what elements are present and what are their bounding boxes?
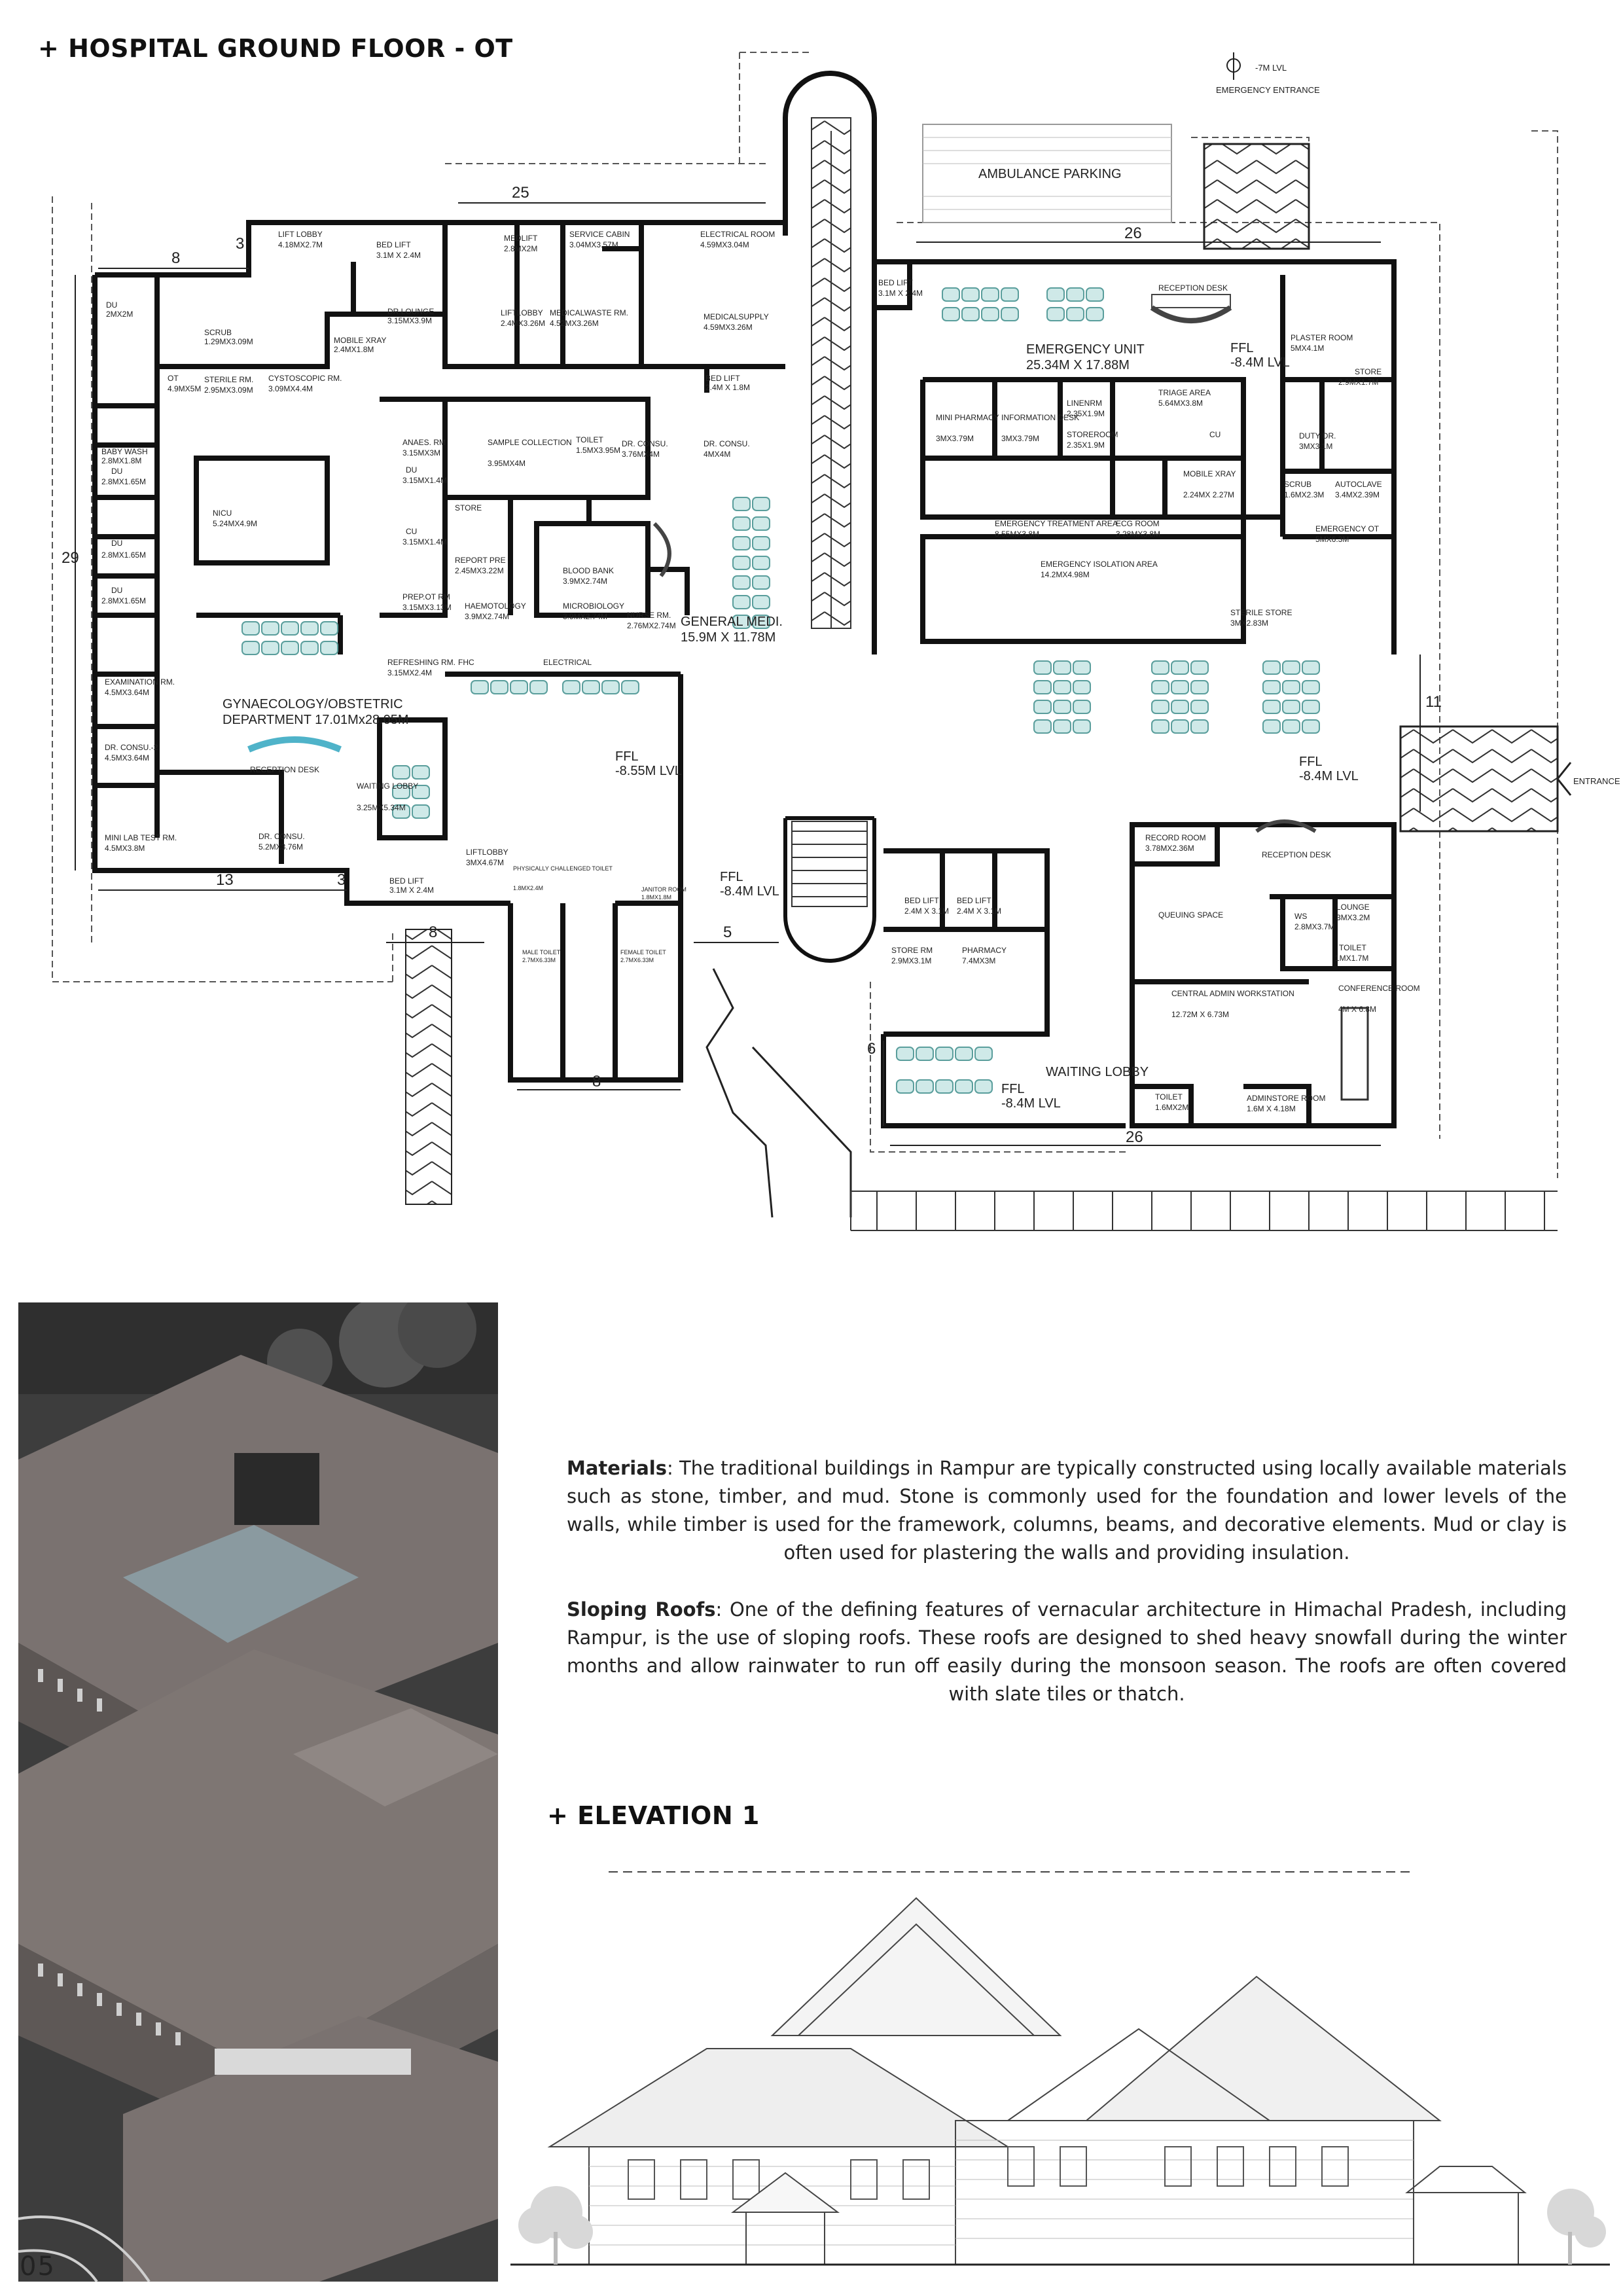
svg-text:3.9MX2.74M: 3.9MX2.74M xyxy=(465,612,510,621)
svg-text:15.9M X 11.78M: 15.9M X 11.78M xyxy=(681,630,776,645)
svg-text:DU: DU xyxy=(106,300,118,310)
svg-text:8.55MX3.8M: 8.55MX3.8M xyxy=(995,529,1040,539)
svg-text:PLASTER ROOM: PLASTER ROOM xyxy=(1291,333,1353,342)
svg-text:REFRESHING RM.: REFRESHING RM. xyxy=(387,658,456,667)
svg-text:2.95MX3.09M: 2.95MX3.09M xyxy=(204,386,253,395)
svg-text:DU: DU xyxy=(111,539,123,548)
svg-text:1.5MX3.95M: 1.5MX3.95M xyxy=(576,446,621,455)
svg-text:1.6MX2M: 1.6MX2M xyxy=(1155,1103,1189,1112)
aerial-render xyxy=(18,1302,498,2282)
svg-text:WS: WS xyxy=(1294,912,1308,921)
svg-text:25.34M X 17.88M: 25.34M X 17.88M xyxy=(1026,358,1130,372)
svg-text:SAMPLE COLLECTION: SAMPLE COLLECTION xyxy=(488,438,572,447)
ambulance-label: AMBULANCE PARKING xyxy=(978,167,1122,181)
svg-text:BABY WASH: BABY WASH xyxy=(101,447,148,456)
svg-text:AUTOCLAVE: AUTOCLAVE xyxy=(1335,480,1382,489)
svg-text:3MX3.2M: 3MX3.2M xyxy=(1336,913,1370,922)
svg-text:3.28MX3.8M: 3.28MX3.8M xyxy=(1116,529,1161,539)
svg-text:2.9MX3.1M: 2.9MX3.1M xyxy=(891,956,932,965)
svg-text:-8.4M LVL: -8.4M LVL xyxy=(1230,355,1290,370)
svg-text:NURSE RM.: NURSE RM. xyxy=(627,611,671,620)
svg-text:3.15MX3.13M: 3.15MX3.13M xyxy=(402,603,452,612)
svg-text:4.59MX3.26M: 4.59MX3.26M xyxy=(704,323,753,332)
svg-text:3.95MX4M: 3.95MX4M xyxy=(488,459,526,468)
svg-text:3MX4.67M: 3MX4.67M xyxy=(466,858,505,867)
svg-text:3.25MX5.34M: 3.25MX5.34M xyxy=(357,803,406,812)
svg-text:3.04MX3.57M: 3.04MX3.57M xyxy=(569,240,618,249)
svg-text:3.9MX2.74M: 3.9MX2.74M xyxy=(563,612,608,621)
plan-title: + HOSPITAL GROUND FLOOR - OT xyxy=(38,34,513,63)
svg-text:BED LIFT: BED LIFT xyxy=(878,278,913,287)
roofs-body: : One of the defining features of vernacular architecture in Himachal Pradesh, including Rampur, is the use of sloping roofs. These roofs are designed to shed heavy snowfall during the winter months and allow rainwater to run off easily during the monsoon season. The roofs are often covered with slate tiles or thatch. xyxy=(567,1598,1567,1705)
svg-text:5MX6.3M: 5MX6.3M xyxy=(1315,535,1349,544)
svg-text:MINI PHARMACY: MINI PHARMACY xyxy=(936,413,999,422)
svg-text:TOILET: TOILET xyxy=(1339,943,1366,952)
svg-text:4MX4M: 4MX4M xyxy=(704,450,731,459)
svg-text:2.8MX3.7M: 2.8MX3.7M xyxy=(1294,922,1335,931)
svg-text:OT: OT xyxy=(168,374,179,383)
entrance-label: ENTRANCE xyxy=(1573,776,1620,786)
svg-text:MINI LAB TEST RM.: MINI LAB TEST RM. xyxy=(105,833,177,842)
svg-text:STERILE STORE: STERILE STORE xyxy=(1230,608,1293,617)
svg-text:3.1M X 2.4M: 3.1M X 2.4M xyxy=(389,886,435,895)
svg-text:5.24MX4.9M: 5.24MX4.9M xyxy=(213,519,258,528)
svg-text:LOUNGE: LOUNGE xyxy=(1336,903,1370,912)
svg-text:CONFERENCE ROOM: CONFERENCE ROOM xyxy=(1338,984,1420,993)
svg-text:LINENRM: LINENRM xyxy=(1067,399,1103,408)
svg-text:4.18MX2.7M: 4.18MX2.7M xyxy=(278,240,323,249)
dim-6: 6 xyxy=(867,1040,876,1058)
svg-text:GYNAECOLOGY/OBSTETRIC: GYNAECOLOGY/OBSTETRIC xyxy=(223,697,403,711)
svg-text:2.4M X 3.1M: 2.4M X 3.1M xyxy=(904,906,950,916)
svg-text:3.1M X 2.4M: 3.1M X 2.4M xyxy=(878,289,923,298)
svg-text:FHC: FHC xyxy=(458,658,474,667)
svg-text:TRIAGE AREA: TRIAGE AREA xyxy=(1158,388,1211,397)
svg-text:2.9MX1.7M: 2.9MX1.7M xyxy=(1338,378,1379,387)
svg-text:2.7MX6.33M: 2.7MX6.33M xyxy=(620,957,654,963)
svg-text:BED LIFT: BED LIFT xyxy=(705,374,740,383)
svg-text:2.8MX2M: 2.8MX2M xyxy=(504,244,538,253)
svg-text:LIFT LOBBY: LIFT LOBBY xyxy=(278,230,323,239)
dim-8-left: 8 xyxy=(171,249,181,267)
svg-text:BLOOD BANK: BLOOD BANK xyxy=(563,566,615,575)
svg-text:MEDICALWASTE RM.: MEDICALWASTE RM. xyxy=(550,308,629,317)
svg-text:CU: CU xyxy=(1209,430,1221,439)
emergency-ramp xyxy=(1204,144,1309,249)
svg-text:DR. CONSU.: DR. CONSU. xyxy=(704,439,750,448)
svg-text:2.24MX 2.27M: 2.24MX 2.27M xyxy=(1183,490,1235,499)
svg-text:PREP.OT RM: PREP.OT RM xyxy=(402,592,450,601)
dim-5: 5 xyxy=(723,924,732,941)
svg-text:3MX3.79M: 3MX3.79M xyxy=(1001,434,1040,443)
svg-text:ELECTRICAL ROOM: ELECTRICAL ROOM xyxy=(700,230,776,239)
dim-11: 11 xyxy=(1425,693,1442,711)
dim-29: 29 xyxy=(62,549,79,567)
svg-text:3.78MX2.36M: 3.78MX2.36M xyxy=(1145,844,1194,853)
seating-general xyxy=(242,497,770,818)
svg-text:4.9MX5M: 4.9MX5M xyxy=(168,384,202,393)
dim-26-top: 26 xyxy=(1124,224,1142,242)
svg-text:DUTY DR.: DUTY DR. xyxy=(1299,431,1336,440)
svg-text:INFORMATION DESK: INFORMATION DESK xyxy=(1001,413,1080,422)
svg-text:4.5MX3.64M: 4.5MX3.64M xyxy=(105,753,150,762)
svg-text:1.6MX2.3M: 1.6MX2.3M xyxy=(1284,490,1325,499)
svg-text:2.4MX1.8M: 2.4MX1.8M xyxy=(334,345,374,354)
svg-text:GENERAL MEDI.: GENERAL MEDI. xyxy=(681,615,783,629)
svg-text:3.15MX2.4M: 3.15MX2.4M xyxy=(387,668,433,677)
svg-text:2.4M X 1.8M: 2.4M X 1.8M xyxy=(705,383,751,392)
svg-text:3.15MX1.4M: 3.15MX1.4M xyxy=(402,537,448,547)
svg-text:DR. CONSU.: DR. CONSU. xyxy=(259,832,305,841)
materials-body: : The traditional buildings in Rampur are typically constructed using locally available materials such as stone, timber, and mud. Stone is commonly used for the foundation and lower levels of the walls, while timber is used for the framework, columns, beams, and decorative elements. Mud or clay is often used for plastering the walls and providing insulation. xyxy=(567,1457,1567,1564)
svg-text:-8.4M LVL: -8.4M LVL xyxy=(720,884,779,899)
svg-text:RECORD ROOM: RECORD ROOM xyxy=(1145,833,1206,842)
svg-text:5.2MX3.76M: 5.2MX3.76M xyxy=(259,842,304,852)
svg-text:2.7MX6.33M: 2.7MX6.33M xyxy=(522,957,556,963)
svg-text:FFL: FFL xyxy=(1001,1082,1025,1096)
svg-text:MOBILE XRAY: MOBILE XRAY xyxy=(334,336,387,345)
svg-text:STORE RM: STORE RM xyxy=(891,946,933,955)
svg-text:1MX1.7M: 1MX1.7M xyxy=(1335,954,1369,963)
svg-text:SCRUB: SCRUB xyxy=(204,328,232,337)
svg-text:RECEPTION DESK: RECEPTION DESK xyxy=(250,765,320,774)
reception-desk-gyn xyxy=(249,740,340,749)
svg-text:3MX3.79M: 3MX3.79M xyxy=(936,434,974,443)
svg-text:4M X 6.8M: 4M X 6.8M xyxy=(1338,1005,1377,1014)
svg-text:5.64MX3.8M: 5.64MX3.8M xyxy=(1158,399,1204,408)
svg-text:EMERGENCY UNIT: EMERGENCY UNIT xyxy=(1026,342,1145,357)
svg-text:SERVICE CABIN: SERVICE CABIN xyxy=(569,230,630,239)
dim-26-bottom: 26 xyxy=(1126,1128,1143,1146)
svg-text:WAITING LOBBY: WAITING LOBBY xyxy=(1046,1065,1149,1079)
dim-3: 3 xyxy=(236,235,245,253)
svg-text:RECEPTION DESK: RECEPTION DESK xyxy=(1262,850,1332,859)
svg-text:3.9MX2.74M: 3.9MX2.74M xyxy=(563,577,608,586)
svg-text:DU: DU xyxy=(111,467,123,476)
svg-text:LIFTLOBBY: LIFTLOBBY xyxy=(466,848,508,857)
svg-text:JANITOR ROOM: JANITOR ROOM xyxy=(641,886,687,893)
svg-text:PHARMACY: PHARMACY xyxy=(962,946,1007,955)
svg-text:2.76MX2.74M: 2.76MX2.74M xyxy=(627,621,676,630)
description-text xyxy=(567,1454,1567,1737)
svg-text:ELECTRICAL: ELECTRICAL xyxy=(543,658,592,667)
svg-text:SCRUB: SCRUB xyxy=(1284,480,1312,489)
svg-text:2MX2M: 2MX2M xyxy=(106,310,134,319)
svg-text:STORE: STORE xyxy=(1355,367,1382,376)
svg-text:FFL: FFL xyxy=(1230,341,1254,355)
svg-text:1.8MX2.4M: 1.8MX2.4M xyxy=(513,885,544,891)
svg-text:EMERGENCY TREATMENT AREA: EMERGENCY TREATMENT AREA xyxy=(995,519,1118,528)
elevation-drawing xyxy=(510,1846,1610,2291)
svg-text:BED LIFT: BED LIFT xyxy=(389,876,424,886)
svg-text:DU: DU xyxy=(406,465,418,475)
seating-waiting xyxy=(897,1047,992,1093)
svg-text:DR. CONSU.: DR. CONSU. xyxy=(622,439,668,448)
svg-text:3.1M X 2.4M: 3.1M X 2.4M xyxy=(376,251,421,260)
svg-text:12.72M X 6.73M: 12.72M X 6.73M xyxy=(1171,1010,1230,1019)
svg-text:2.35X1.9M: 2.35X1.9M xyxy=(1067,409,1105,418)
svg-text:4.5MX3.8M: 4.5MX3.8M xyxy=(105,844,145,853)
svg-text:RECEPTION DESK: RECEPTION DESK xyxy=(1158,283,1228,293)
svg-text:DR.LOUNGE: DR.LOUNGE xyxy=(387,307,435,316)
svg-text:FFL: FFL xyxy=(720,870,743,884)
svg-text:TOILET: TOILET xyxy=(576,435,603,444)
materials-title: Materials xyxy=(567,1457,667,1479)
svg-text:EMERGENCY OT: EMERGENCY OT xyxy=(1315,524,1380,533)
svg-text:EMERGENCY ISOLATION AREA: EMERGENCY ISOLATION AREA xyxy=(1041,560,1158,569)
svg-text:STOREROOM: STOREROOM xyxy=(1067,430,1118,439)
svg-text:HAEMOTOLOGY: HAEMOTOLOGY xyxy=(465,601,526,611)
svg-text:MOBILE XRAY: MOBILE XRAY xyxy=(1183,469,1236,478)
svg-text:EXAMINATION RM.: EXAMINATION RM. xyxy=(105,677,175,687)
svg-text:2.8MX1.65M: 2.8MX1.65M xyxy=(101,550,147,560)
svg-text:FFL: FFL xyxy=(615,749,639,764)
dim-8-b: 8 xyxy=(429,924,438,941)
svg-text:7.4MX3M: 7.4MX3M xyxy=(962,956,996,965)
svg-text:3.09MX4.4M: 3.09MX4.4M xyxy=(268,384,313,393)
svg-text:3MX3.1M: 3MX3.1M xyxy=(1299,442,1333,451)
svg-text:ANAES. RM: ANAES. RM xyxy=(402,438,446,447)
page-number: 05 xyxy=(20,2251,56,2282)
svg-text:3MX2.83M: 3MX2.83M xyxy=(1230,619,1269,628)
svg-text:1.6M X 4.18M: 1.6M X 4.18M xyxy=(1247,1104,1296,1113)
svg-text:2.45MX3.22M: 2.45MX3.22M xyxy=(455,566,504,575)
elevation-title: + ELEVATION 1 xyxy=(547,1801,760,1830)
svg-text:5MX4.1M: 5MX4.1M xyxy=(1291,344,1325,353)
svg-text:NICU: NICU xyxy=(213,509,232,518)
svg-text:REPORT PRE: REPORT PRE xyxy=(455,556,506,565)
svg-text:MICROBIOLOGY: MICROBIOLOGY xyxy=(563,601,625,611)
svg-text:3.15MX3.9M: 3.15MX3.9M xyxy=(387,316,433,325)
svg-text:-8.4M LVL: -8.4M LVL xyxy=(1001,1096,1061,1111)
svg-text:MEDICALSUPPLY: MEDICALSUPPLY xyxy=(704,312,769,321)
svg-text:DR. CONSU.-2: DR. CONSU.-2 xyxy=(105,743,158,752)
svg-text:ECG ROOM: ECG ROOM xyxy=(1116,519,1160,528)
svg-text:BED LIFT: BED LIFT xyxy=(957,896,991,905)
svg-text:2.35X1.9M: 2.35X1.9M xyxy=(1067,440,1105,450)
svg-text:DU: DU xyxy=(111,586,123,595)
roofs-paragraph xyxy=(567,1596,1567,1708)
svg-text:ADMINSTORE ROOM: ADMINSTORE ROOM xyxy=(1247,1094,1326,1103)
svg-text:STORE: STORE xyxy=(455,503,482,512)
svg-text:2.8MX1.65M: 2.8MX1.65M xyxy=(101,596,147,605)
svg-text:BED LIFT: BED LIFT xyxy=(904,896,939,905)
svg-text:CYSTOSCOPIC RM.: CYSTOSCOPIC RM. xyxy=(268,374,342,383)
svg-text:2.4M X 3.1M: 2.4M X 3.1M xyxy=(957,906,1002,916)
roofs-title: Sloping Roofs xyxy=(567,1598,716,1621)
svg-text:2.8MX1.65M: 2.8MX1.65M xyxy=(101,477,147,486)
svg-text:2.8MX1.8M: 2.8MX1.8M xyxy=(101,456,142,465)
svg-text:-8.55M LVL: -8.55M LVL xyxy=(615,764,682,778)
svg-text:3.15MX3M: 3.15MX3M xyxy=(402,448,441,457)
svg-text:STERILE RM.: STERILE RM. xyxy=(204,375,254,384)
svg-text:FFL: FFL xyxy=(1299,755,1323,769)
emergency-entrance-label: EMERGENCY ENTRANCE xyxy=(1216,85,1320,95)
svg-text:1.8MX1.8M: 1.8MX1.8M xyxy=(641,894,672,901)
svg-text:WAITING LOBBY: WAITING LOBBY xyxy=(357,781,419,791)
lvl-7m: -7M LVL xyxy=(1255,63,1287,73)
svg-text:1.29MX3.09M: 1.29MX3.09M xyxy=(204,337,253,346)
svg-text:3.4MX2.39M: 3.4MX2.39M xyxy=(1335,490,1380,499)
svg-text:2.4MX3.26M: 2.4MX3.26M xyxy=(501,319,546,328)
svg-text:TOILET: TOILET xyxy=(1155,1092,1183,1102)
dim-8-toilets: 8 xyxy=(592,1073,601,1090)
svg-text:DEPARTMENT 17.01Mx28.05M: DEPARTMENT 17.01Mx28.05M xyxy=(223,713,409,727)
dim-25: 25 xyxy=(512,184,529,202)
svg-text:4.52MX3.26M: 4.52MX3.26M xyxy=(550,319,599,328)
svg-text:4.59MX3.04M: 4.59MX3.04M xyxy=(700,240,749,249)
svg-text:QUEUING SPACE: QUEUING SPACE xyxy=(1158,910,1224,920)
entrance-bridge xyxy=(1400,726,1558,831)
dim-3b: 3 xyxy=(337,871,346,889)
svg-text:MALE TOILET: MALE TOILET xyxy=(522,949,561,956)
svg-text:CU: CU xyxy=(406,527,418,536)
svg-text:CENTRAL ADMIN WORKSTATION: CENTRAL ADMIN WORKSTATION xyxy=(1171,989,1294,998)
bottom-grid xyxy=(851,1191,1558,1230)
svg-text:3.15MX1.4M: 3.15MX1.4M xyxy=(402,476,448,485)
svg-text:PHYSICALLY CHALLENGED TOILET: PHYSICALLY CHALLENGED TOILET xyxy=(513,865,613,872)
svg-text:FEMALE TOILET: FEMALE TOILET xyxy=(620,949,666,956)
svg-text:LIFTLOBBY: LIFTLOBBY xyxy=(501,308,543,317)
materials-paragraph xyxy=(567,1454,1567,1567)
svg-text:MEDLIFT: MEDLIFT xyxy=(504,234,538,243)
svg-text:3.76MX4M: 3.76MX4M xyxy=(622,450,660,459)
svg-text:-8.4M LVL: -8.4M LVL xyxy=(1299,769,1359,783)
svg-text:BED LIFT: BED LIFT xyxy=(376,240,411,249)
dim-13: 13 xyxy=(216,871,234,889)
svg-text:14.2MX4.98M: 14.2MX4.98M xyxy=(1041,570,1090,579)
svg-text:4.5MX3.64M: 4.5MX3.64M xyxy=(105,688,150,697)
